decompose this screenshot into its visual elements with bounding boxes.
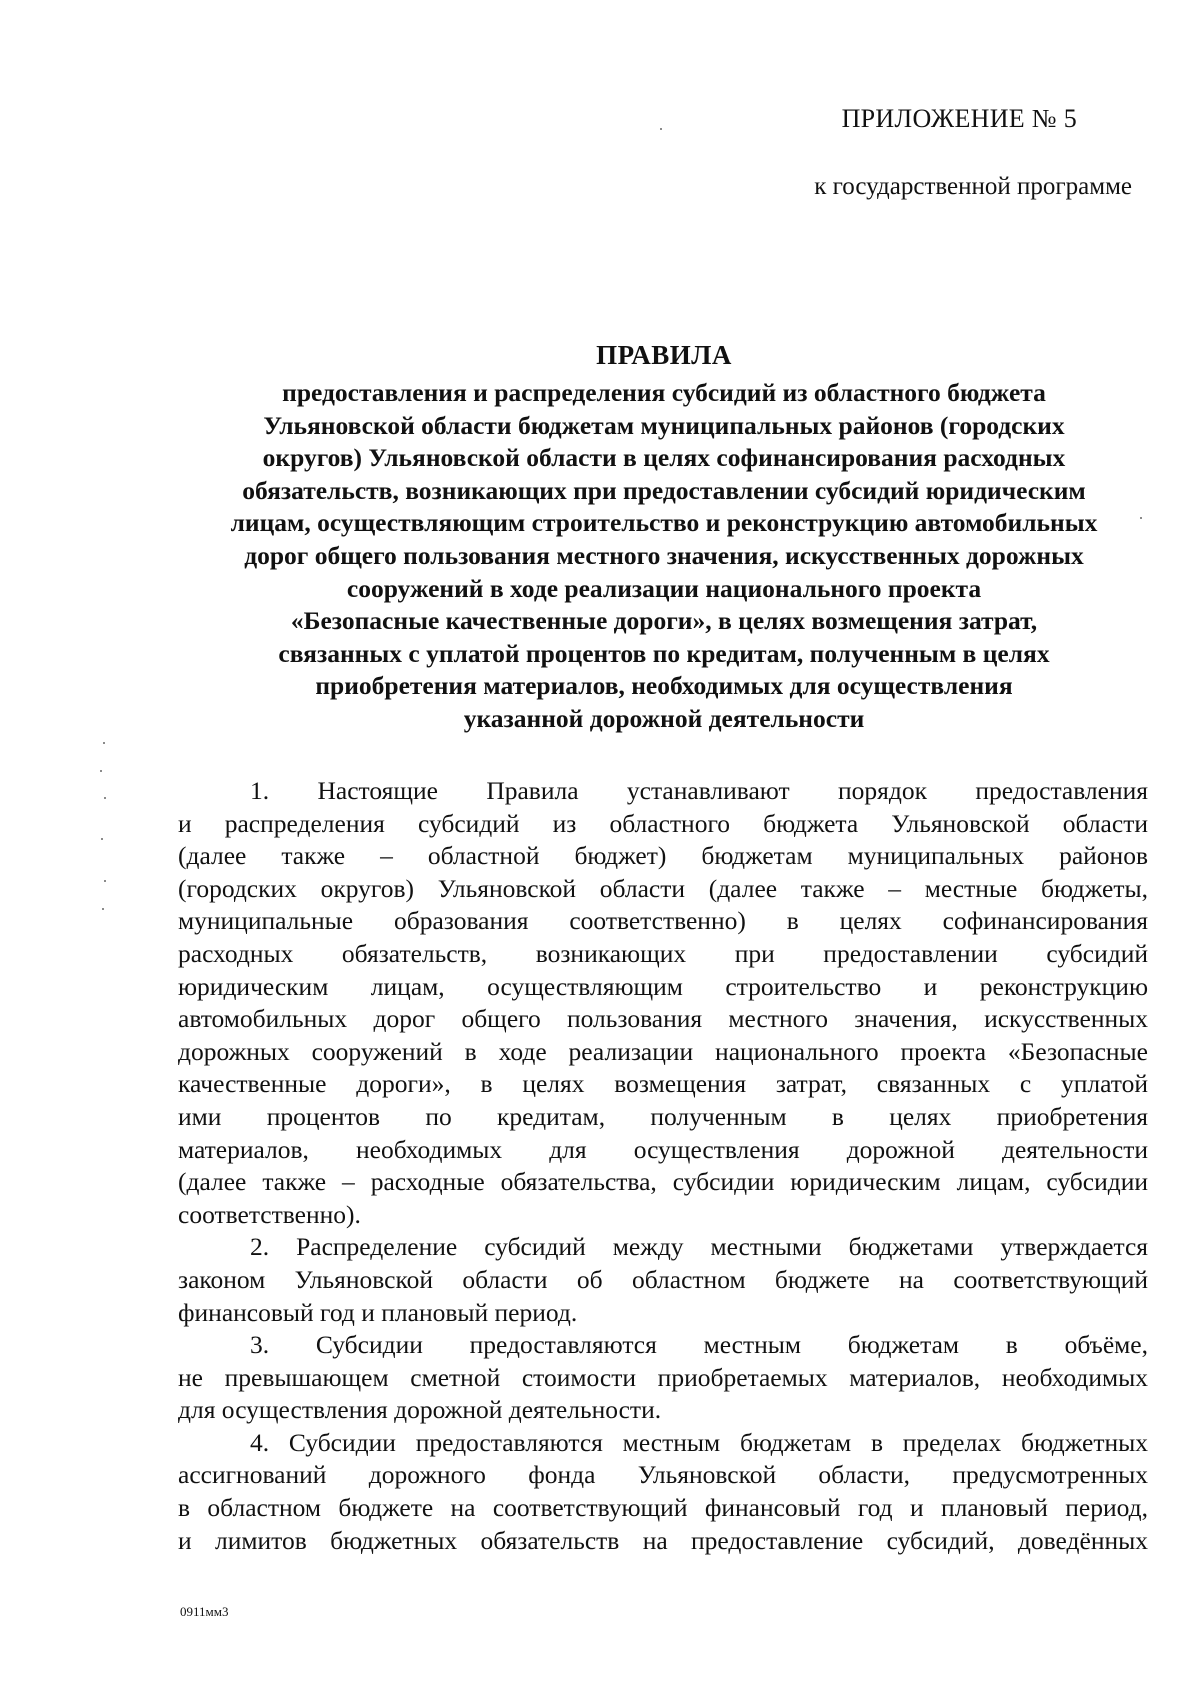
scan-speck <box>1140 517 1142 519</box>
scan-speck <box>660 128 662 130</box>
scan-speck <box>100 770 102 772</box>
subtitle-line: дорог общего пользования местного значения, искусственных дорожных <box>244 540 1084 570</box>
appendix-subtitle: к государственной программе <box>814 173 1132 200</box>
text-line: (далее также – расходные обязательства, субсидии юридическим лицам, субсидии <box>178 1167 1148 1197</box>
text-line: 1. Настоящие Правила устанавливают порядок предоставления <box>250 776 1148 805</box>
text-line: 4. Субсидии предоставляются местным бюджетам в пределах бюджетных <box>250 1427 1148 1457</box>
text-line: расходных обязательств, возникающих при предоставлении субсидий <box>178 938 1148 968</box>
rules-subtitle <box>180 377 1148 736</box>
scan-speck <box>101 838 103 840</box>
text-line: юридическим лицам, осуществляющим строительство и реконструкцию <box>178 971 1148 1001</box>
text-line: 2. Распределение субсидий между местными бюджетами утверждается <box>250 1232 1148 1262</box>
paragraph-4 <box>178 1427 1148 1557</box>
subtitle-line: указанной дорожной деятельности <box>463 703 865 733</box>
paragraph-2 <box>178 1231 1148 1329</box>
text-line: ими процентов по кредитам, полученным в целях приобретения <box>178 1101 1148 1131</box>
text-line: дорожных сооружений в ходе реализации национального проекта «Безопасные <box>178 1036 1148 1066</box>
text-line: для осуществления дорожной деятельности. <box>178 1395 662 1425</box>
scan-speck <box>102 908 104 910</box>
text-line: 3. Субсидии предоставляются местным бюджетам в объёме, <box>250 1330 1148 1360</box>
text-line: муниципальные образования соответственно) в целях софинансирования <box>178 906 1148 936</box>
text-line: качественные дороги», в целях возмещения затрат, связанных с уплатой <box>178 1069 1148 1099</box>
subtitle-line: Ульяновской области бюджетам муниципальных районов (городских <box>263 410 1065 440</box>
text-line: (городских округов) Ульяновской области (далее также – местные бюджеты, <box>178 873 1148 903</box>
subtitle-line: связанных с уплатой процентов по кредитам, полученным в целях <box>278 638 1050 668</box>
subtitle-line: округов) Ульяновской области в целях софинансирования расходных <box>262 443 1066 473</box>
subtitle-line: обязательств, возникающих при предоставлении субсидий юридическим <box>242 475 1086 505</box>
scan-speck <box>104 880 106 882</box>
text-line: и лимитов бюджетных обязательств на предоставление субсидий, доведённых <box>178 1525 1148 1555</box>
scan-speck <box>104 797 106 799</box>
text-line: не превышающем сметной стоимости приобретаемых материалов, необходимых <box>178 1362 1148 1392</box>
text-line: ассигнований дорожного фонда Ульяновской области, предусмотренных <box>178 1460 1148 1490</box>
subtitle-line: «Безопасные качественные дороги», в целях возмещения затрат, <box>290 606 1038 636</box>
body-text <box>178 775 1148 1557</box>
subtitle-line: предоставления и распределения субсидий из областного бюджета <box>282 378 1046 407</box>
rules-title: ПРАВИЛА <box>596 340 732 370</box>
text-line: (далее также – областной бюджет) бюджетам муниципальных районов <box>178 841 1148 871</box>
paragraph-3 <box>178 1329 1148 1427</box>
subtitle-line: сооружений в ходе реализации национального проекта <box>346 573 982 603</box>
text-line: автомобильных дорог общего пользования местного значения, искусственных <box>178 1004 1148 1034</box>
paragraph-1 <box>178 775 1148 1231</box>
text-line: соответственно). <box>178 1199 361 1229</box>
subtitle-line: приобретения материалов, необходимых для осуществления <box>315 671 1013 701</box>
text-line: материалов, необходимых для осуществления дорожной деятельности <box>178 1134 1148 1164</box>
scan-speck <box>103 742 105 744</box>
subtitle-line: лицам, осуществляющим строительство и реконструкцию автомобильных <box>230 508 1098 538</box>
text-line: в областном бюджете на соответствующий финансовый год и плановый период, <box>178 1493 1148 1523</box>
text-line: и распределения субсидий из областного бюджета Ульяновской области <box>178 808 1148 838</box>
text-line: законом Ульяновской области об областном бюджете на соответствующий <box>178 1264 1148 1294</box>
text-line: финансовый год и плановый период. <box>178 1297 578 1327</box>
appendix-title: ПРИЛОЖЕНИЕ № 5 <box>841 104 1077 133</box>
footer-code: 0911мм3 <box>180 1604 229 1619</box>
